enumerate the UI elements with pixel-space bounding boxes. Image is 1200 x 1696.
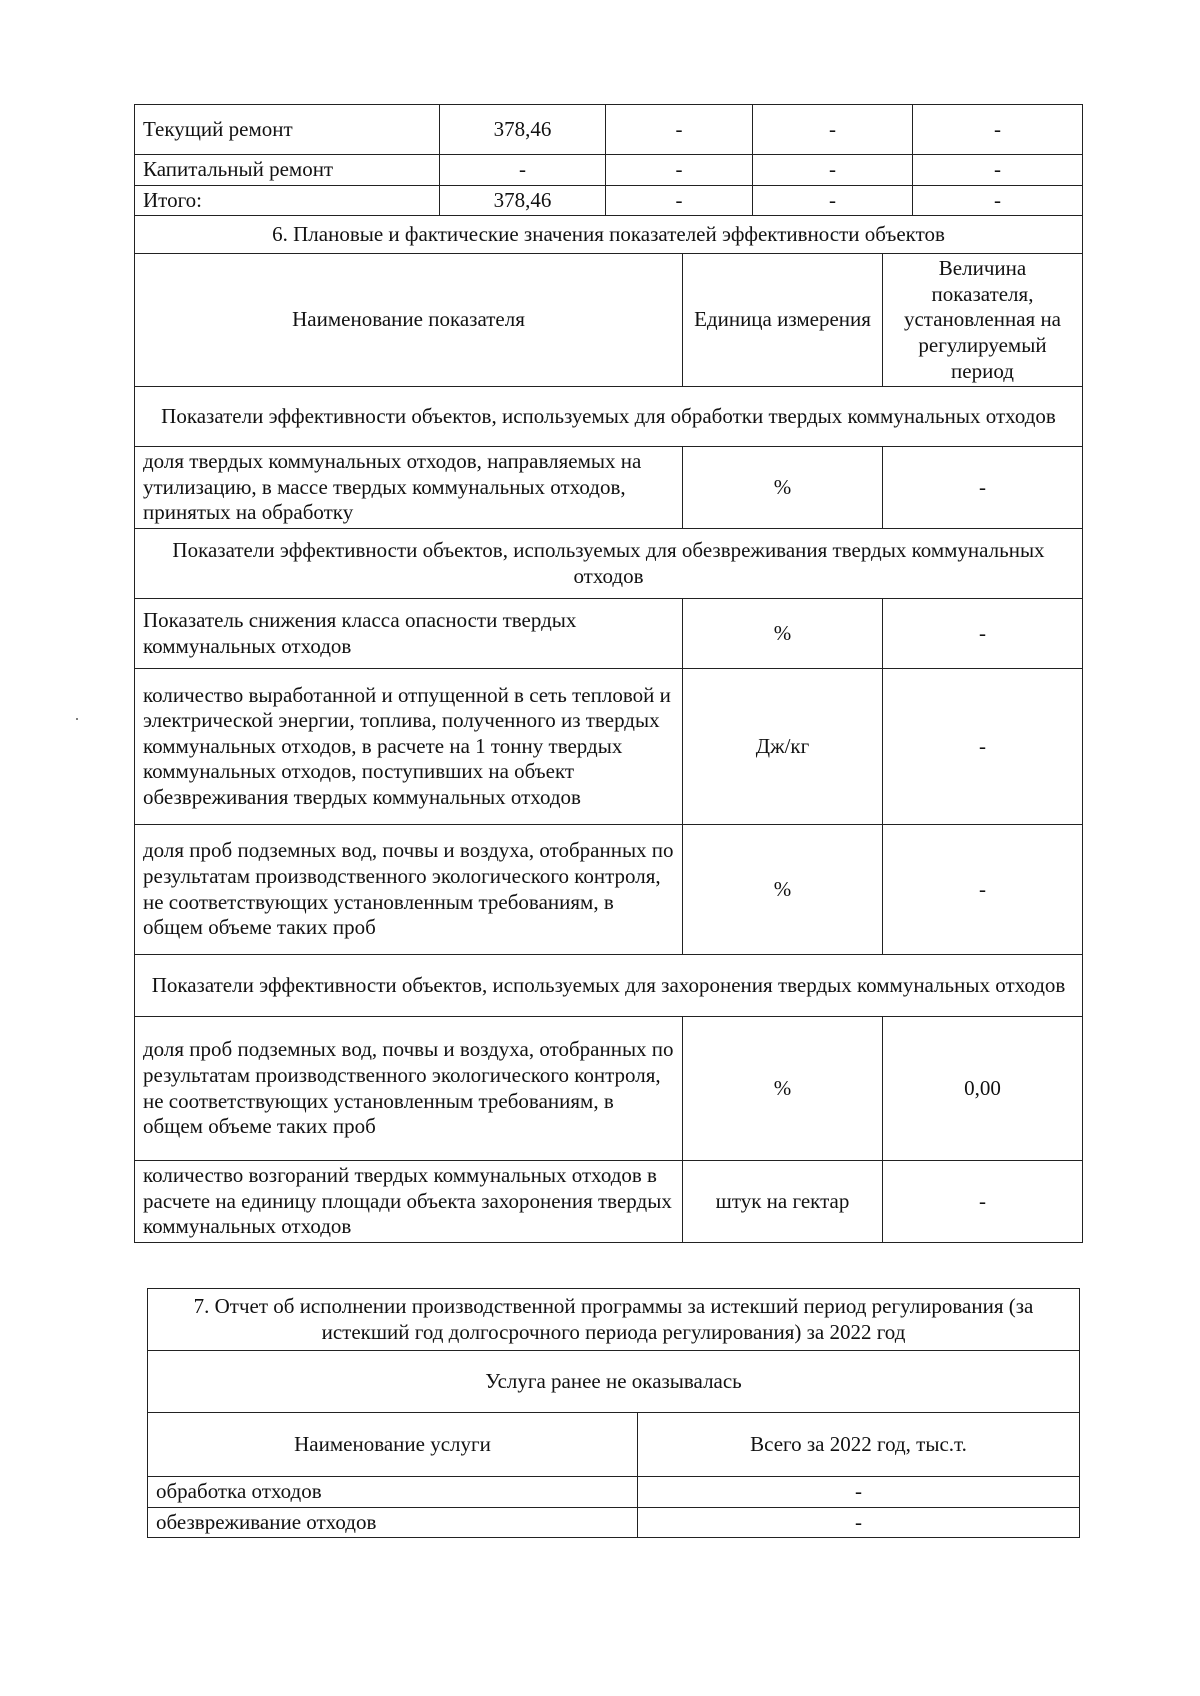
repair-value-3: - (753, 105, 913, 155)
indicator-value: - (883, 599, 1083, 669)
indicator-row (135, 447, 1083, 529)
indicator-unit: % (683, 599, 883, 669)
report-table (147, 1288, 1080, 1538)
service-name: обезвреживание отходов (148, 1507, 638, 1538)
repair-value-1: 378,46 (440, 185, 606, 216)
header-indicator-name: Наименование показателя (135, 254, 683, 387)
service-name: обработка отходов (148, 1477, 638, 1508)
repair-value-3: - (753, 185, 913, 216)
indicator-row (135, 825, 1083, 955)
scan-speck (76, 718, 78, 720)
group-burial-title: Показатели эффективности объектов, используемых для захоронения твердых коммунальных отходов (135, 955, 1083, 1017)
indicator-value: - (883, 447, 1083, 529)
indicator-row (135, 599, 1083, 669)
repair-row-capital (135, 155, 1083, 186)
repair-value-2: - (606, 185, 753, 216)
group-burial-title-row (135, 955, 1083, 1017)
repair-name: Капитальный ремонт (135, 155, 440, 186)
indicator-unit: штук на гектар (683, 1161, 883, 1243)
indicator-value: 0,00 (883, 1017, 1083, 1161)
indicator-value: - (883, 669, 1083, 825)
indicator-row (135, 1017, 1083, 1161)
indicator-name: количество возгораний твердых коммунальных отходов в расчете на единицу площади объекта захоронения твердых коммунальных отходов (135, 1161, 683, 1243)
indicator-row (135, 1161, 1083, 1243)
service-row (148, 1507, 1080, 1538)
indicator-unit: % (683, 447, 883, 529)
header-value: Величина показателя, установленная на регулируемый период (883, 254, 1083, 387)
group-neutralization-title-row (135, 529, 1083, 599)
indicator-unit: % (683, 825, 883, 955)
section6-header-row (135, 254, 1083, 387)
section7-note: Услуга ранее не оказывалась (148, 1351, 1080, 1413)
efficiency-table (134, 104, 1083, 1243)
repair-value-4: - (913, 185, 1083, 216)
indicator-name: количество выработанной и отпущенной в сеть тепловой и электрической энергии, топлива, полученного из твердых коммунальных отходов, в расчете на 1 тонну твердых коммунальных отходов, поступивших на объект обезвреживания твердых коммунальных отходов (135, 669, 683, 825)
service-total: - (638, 1507, 1080, 1538)
service-row (148, 1477, 1080, 1508)
repair-name: Итого: (135, 185, 440, 216)
indicator-name: доля проб подземных вод, почвы и воздуха, отобранных по результатам производственного экологического контроля, не соответствующих установленным требованиям, в общем объеме таких проб (135, 1017, 683, 1161)
header-service-name: Наименование услуги (148, 1413, 638, 1477)
indicator-value: - (883, 1161, 1083, 1243)
indicator-value: - (883, 825, 1083, 955)
group-neutralization-title: Показатели эффективности объектов, используемых для обезвреживания твердых коммунальных отходов (135, 529, 1083, 599)
repair-value-3: - (753, 155, 913, 186)
header-total: Всего за 2022 год, тыс.т. (638, 1413, 1080, 1477)
repair-value-4: - (913, 105, 1083, 155)
indicator-name: доля проб подземных вод, почвы и воздуха, отобранных по результатам производственного экологического контроля, не соответствующих установленным требованиям, в общем объеме таких проб (135, 825, 683, 955)
indicator-row (135, 669, 1083, 825)
indicator-unit: % (683, 1017, 883, 1161)
section7-header-row (148, 1413, 1080, 1477)
indicator-unit: Дж/кг (683, 669, 883, 825)
section7-note-row (148, 1351, 1080, 1413)
group-processing-title-row (135, 387, 1083, 447)
section7-title: 7. Отчет об исполнении производственной программы за истекший период регулирования (за истекший год долгосрочного периода регулирования) за 2022 год (148, 1289, 1080, 1351)
section6-title: 6. Плановые и фактические значения показателей эффективности объектов (135, 216, 1083, 254)
repair-row-current (135, 105, 1083, 155)
repair-value-1: 378,46 (440, 105, 606, 155)
header-unit: Единица измерения (683, 254, 883, 387)
indicator-name: доля твердых коммунальных отходов, направляемых на утилизацию, в массе твердых коммунальных отходов, принятых на обработку (135, 447, 683, 529)
section6-title-row (135, 216, 1083, 254)
repair-value-4: - (913, 155, 1083, 186)
section7-title-row (148, 1289, 1080, 1351)
service-total: - (638, 1477, 1080, 1508)
repair-row-total (135, 185, 1083, 216)
repair-value-2: - (606, 155, 753, 186)
repair-value-1: - (440, 155, 606, 186)
group-processing-title: Показатели эффективности объектов, используемых для обработки твердых коммунальных отходов (135, 387, 1083, 447)
repair-name: Текущий ремонт (135, 105, 440, 155)
repair-value-2: - (606, 105, 753, 155)
indicator-name: Показатель снижения класса опасности твердых коммунальных отходов (135, 599, 683, 669)
